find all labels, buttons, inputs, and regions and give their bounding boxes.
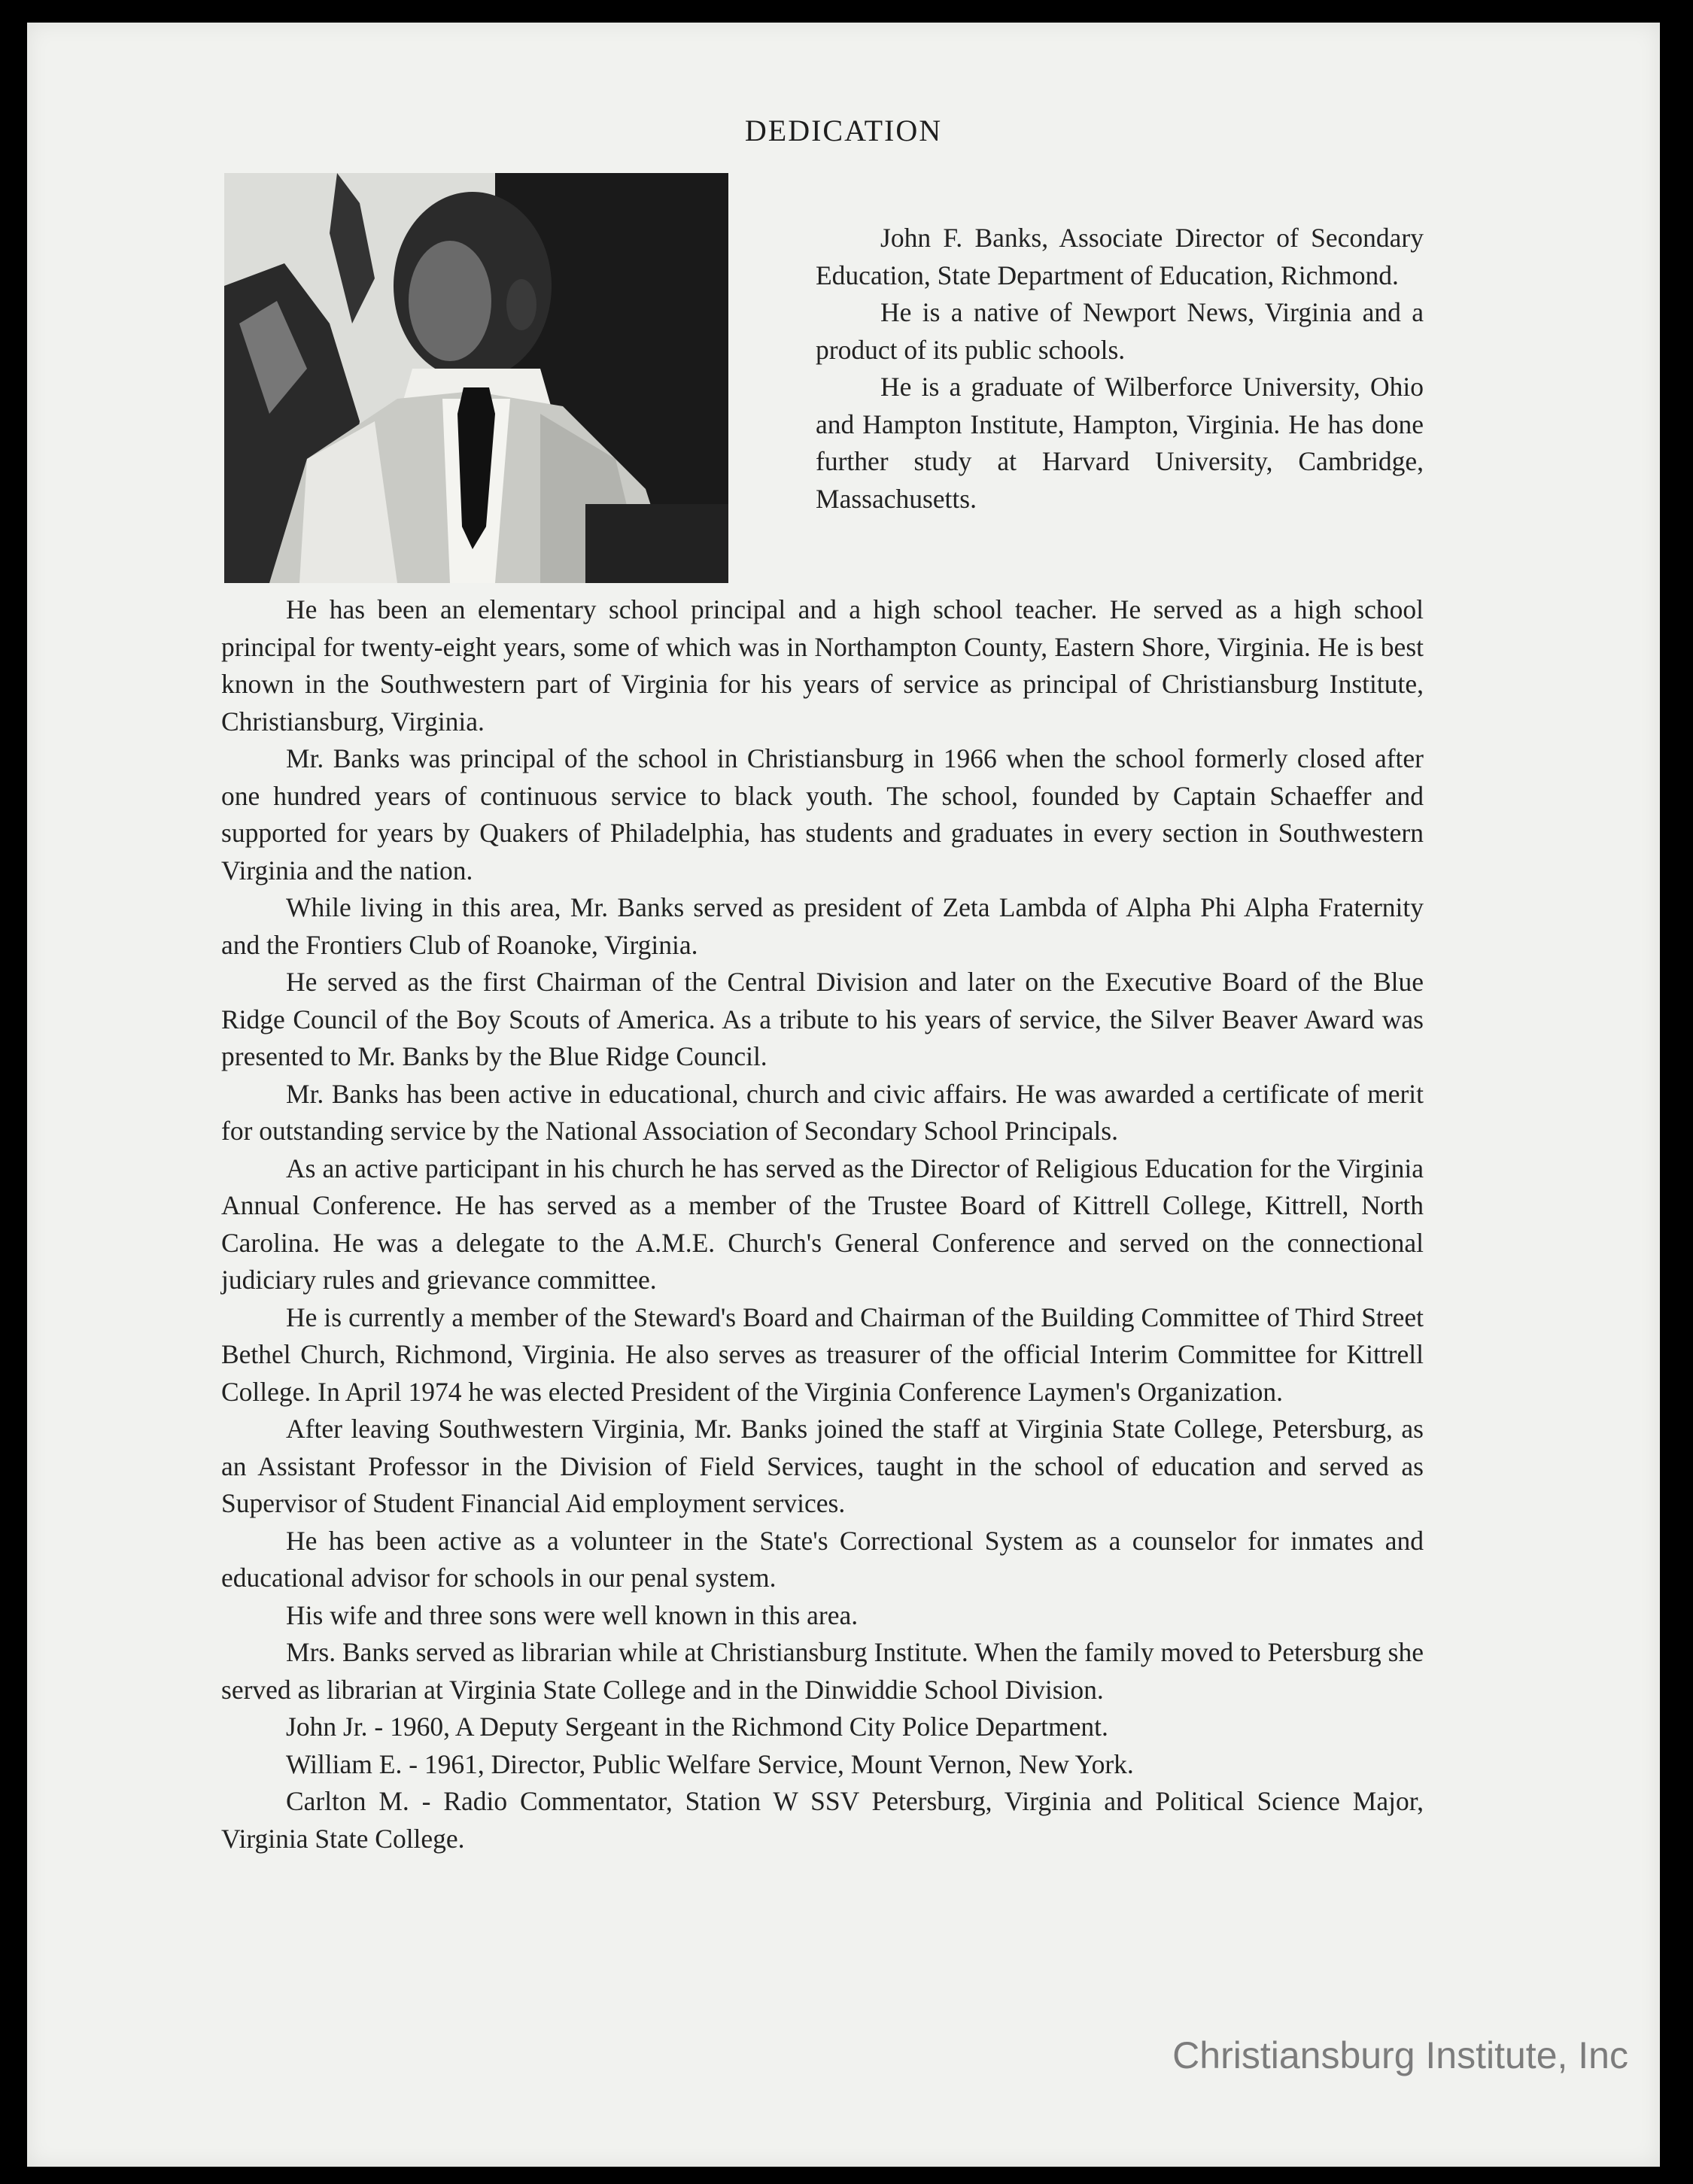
paragraph: He is currently a member of the Steward's Board and Chairman of the Building Committee of Third Street Bethel Church, Richmond, Virginia. He also serves as treasurer of the official Interim Committee for Kittrell College. In April 1974 he was elected President of the Virginia Conference Laymen's Organization.	[221, 1302, 1424, 1407]
paragraph: William E. - 1961, Director, Public Welfare Service, Mount Vernon, New York.	[286, 1748, 1134, 1779]
paragraph: Mr. Banks was principal of the school in Christiansburg in 1966 when the school formerly closed after one hundred years of continuous service to black youth. The school, founded by Captain Schaeffer and supported for years by Quakers of Philadelphia, has students and graduates in every section in Southwestern Virginia and the nation.	[221, 743, 1424, 885]
intro-paragraph: John F. Banks, Associate Director of Secondary Education, State Department of Education, Richmond.	[816, 223, 1424, 290]
body-text	[221, 591, 1424, 1857]
paragraph: After leaving Southwestern Virginia, Mr. Banks joined the staff at Virginia State College, Petersburg, as an Assistant Professor in the Division of Field Services, taught in the school of education and served as Supervisor of Student Financial Aid employment services.	[221, 1414, 1424, 1518]
intro-paragraph: He is a native of Newport News, Virginia and a product of its public schools.	[816, 297, 1424, 365]
document-page	[27, 23, 1660, 2167]
paragraph: He has been an elementary school principal and a high school teacher. He served as a high school principal for twenty-eight years, some of which was in Northampton County, Eastern Shore, Virginia. He is best known in the Southwestern part of Virginia for his years of service as principal of Christiansburg Institute, Christiansburg, Virginia.	[221, 594, 1424, 737]
paragraph: John Jr. - 1960, A Deputy Sergeant in the Richmond City Police Department.	[286, 1712, 1108, 1742]
paragraph: As an active participant in his church he has served as the Director of Religious Education for the Virginia Annual Conference. He has served as a member of the Trustee Board of Kittrell College, Kittrell, North Carolina. He was a delegate to the A.M.E. Church's General Conference and served on the connectional judiciary rules and grievance committee.	[221, 1153, 1424, 1295]
watermark-footer: Christiansburg Institute, Inc	[1172, 2034, 1628, 2076]
intro-paragraph: He is a graduate of Wilberforce University, Ohio and Hampton Institute, Hampton, Virginia. He has done further study at Harvard University, Cambridge, Massachusetts.	[816, 372, 1424, 514]
page-title: DEDICATION	[744, 114, 943, 147]
paragraph: Mrs. Banks served as librarian while at Christiansburg Institute. When the family moved to Petersburg she served as librarian at Virginia State College and in the Dinwiddie School Division.	[221, 1637, 1424, 1705]
paragraph: His wife and three sons were well known in this area.	[286, 1599, 859, 1630]
paragraph: While living in this area, Mr. Banks served as president of Zeta Lambda of Alpha Phi Alpha Fraternity and the Frontiers Club of Roanoke, Virginia.	[221, 892, 1424, 960]
paragraph: Mr. Banks has been active in educational, church and civic affairs. He was awarded a certificate of merit for outstanding service by the National Association of Secondary School Principals.	[221, 1078, 1424, 1146]
paragraph: He has been active as a volunteer in the State's Correctional System as a counselor for inmates and educational advisor for schools in our penal system.	[221, 1525, 1424, 1593]
intro-column	[816, 220, 1424, 518]
portrait-photo	[224, 173, 728, 583]
paragraph: Carlton M. - Radio Commentator, Station W SSV Petersburg, Virginia and Political Science Major, Virginia State College.	[221, 1786, 1424, 1854]
portrait-icon	[224, 173, 728, 583]
paragraph: He served as the first Chairman of the Central Division and later on the Executive Board of the Blue Ridge Council of the Boy Scouts of America. As a tribute to his years of service, the Silver Beaver Award was presented to Mr. Banks by the Blue Ridge Council.	[221, 967, 1424, 1071]
